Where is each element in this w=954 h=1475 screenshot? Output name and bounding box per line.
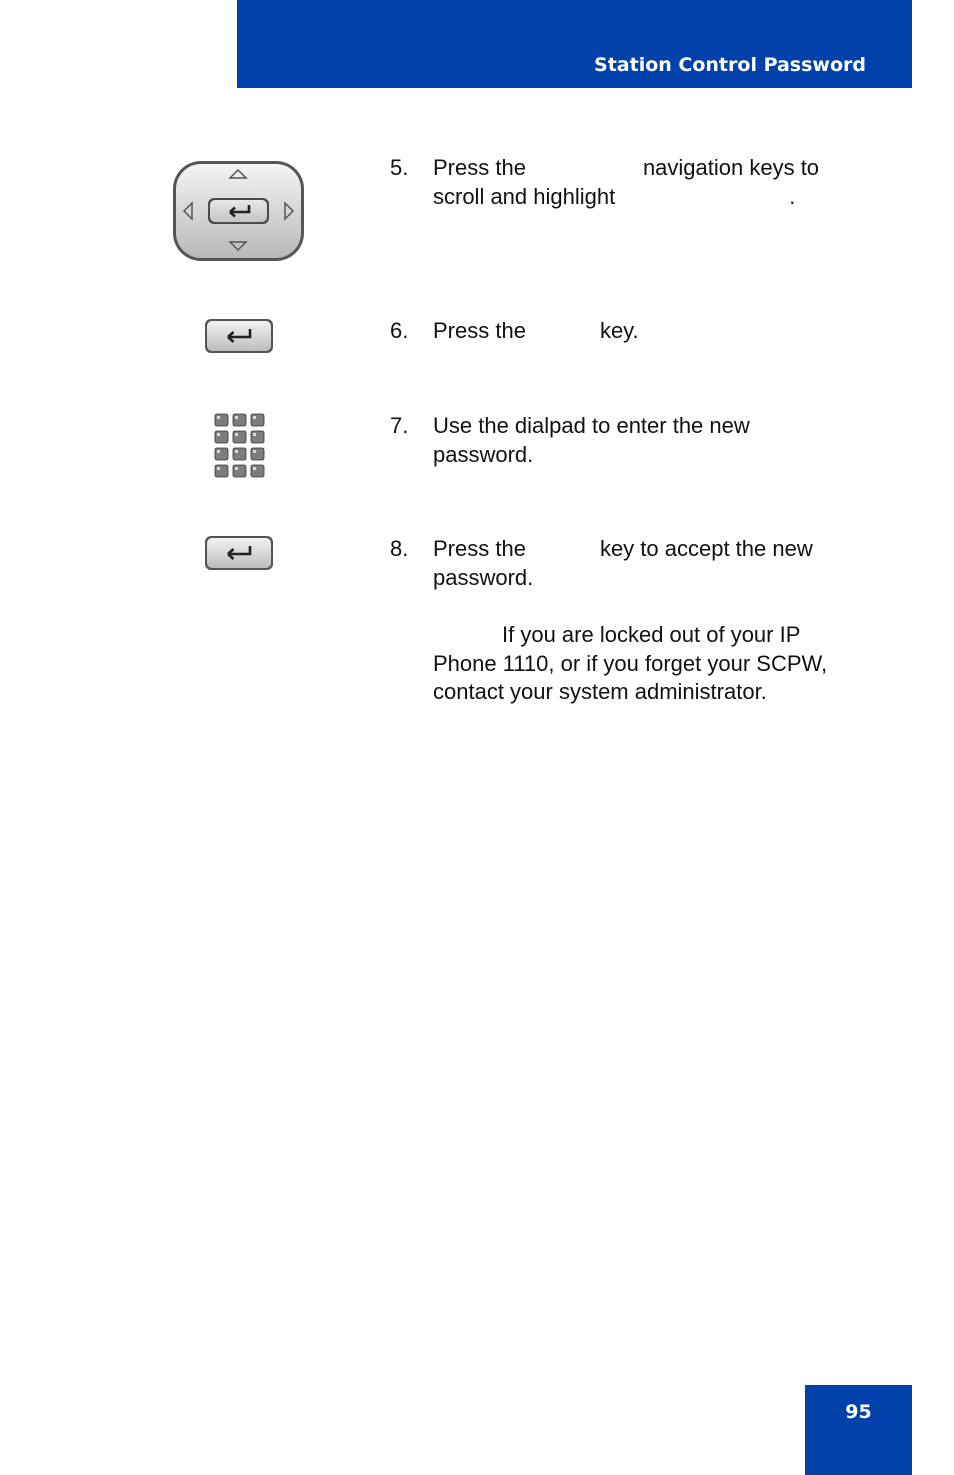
step-text-segment: key. — [599, 318, 639, 343]
step-text: Use the dialpad to enter the new password. — [433, 413, 750, 467]
navigation-cluster-icon — [170, 158, 307, 264]
step-5 — [390, 153, 860, 211]
step-text — [433, 316, 860, 345]
step-text-segment: Press the — [433, 318, 526, 343]
step-8 — [390, 534, 860, 592]
step-7 — [390, 411, 860, 469]
step-text — [433, 534, 860, 592]
step-text-segment: navigation keys to scroll and highlight — [433, 155, 820, 209]
step-text-segment: key to accept the new password. — [433, 536, 813, 590]
step-number: 8. — [390, 536, 409, 561]
note — [433, 621, 863, 707]
step-text-segment: . — [789, 184, 796, 209]
step-text — [433, 153, 860, 211]
page-number: 95 — [845, 1401, 872, 1423]
page-number-box — [805, 1385, 912, 1475]
step-6 — [390, 316, 860, 345]
enter-key-icon — [204, 535, 274, 571]
header-bar — [237, 0, 912, 88]
step-number: 7. — [390, 413, 409, 438]
step-number: 6. — [390, 318, 409, 343]
dialpad-icon — [214, 413, 266, 481]
step-text-segment: Press the — [433, 155, 526, 180]
note-text: If you are locked out of your IP Phone 1110, or if you forget your SCPW, contact your system administrator. — [433, 622, 828, 704]
step-number: 5. — [390, 155, 409, 180]
page-title: Station Control Password — [594, 54, 866, 76]
enter-key-icon — [204, 318, 274, 354]
step-text-segment: Press the — [433, 536, 526, 561]
